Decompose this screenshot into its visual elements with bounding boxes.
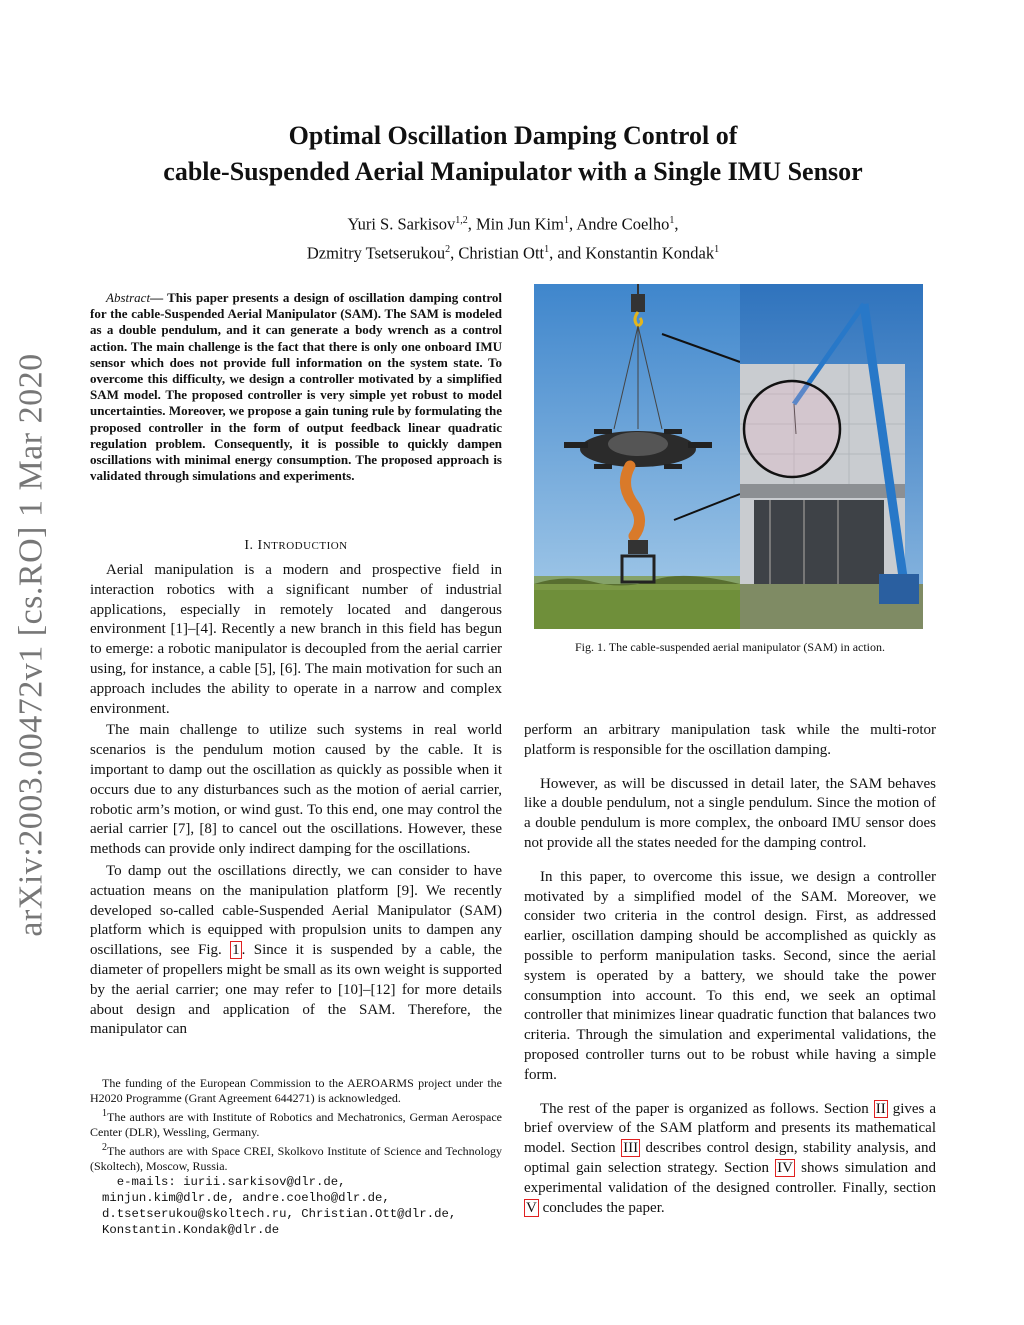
introduction-body (90, 561, 502, 1040)
paragraph: In this paper, to overcome this issue, we design a controller motivated by a simplified model of the SAM. Moreover, we consider two criteria in the control design. First, as addressed earlier, oscillation damping should be accomplished as quickly as possible to perform manipulation tasks. Second, since the aerial system is operated by a battery, we should take the power consumption into account. To this end, we seek an optimal controller that minimizes linear quadratic function that balances two criteria. Through the simulation and experimental validations, the proposed controller turns out to be robust while having a simple form. (524, 868, 936, 1083)
email-line: e-mails: iurii.sarkisov@dlr.de, (102, 1175, 346, 1189)
section-link[interactable]: II (875, 1100, 886, 1117)
author-name: Dzmitry Tsetserukou (306, 243, 446, 262)
author-list (90, 208, 936, 265)
footnotes (90, 1076, 502, 1238)
affiliation-mark: 1 (669, 215, 675, 226)
affiliation-mark: 1 (714, 243, 720, 255)
abstract-text: — This paper presents a design of oscillation damping control for the cable-Suspended Aerial Manipulator (SAM). The SAM is modeled as a double pendulum, and it can generate a body wrench as a control action. The main challenge is the fact that there is only one onboard IMU sensor which does not provide full information on the system state. To overcome this difficulty, we design a controller motivated by a simplified SAM model. The proposed controller is very simple yet robust to model uncertainties. Moreover, we propose a gain tuning rule by formulating the proposed controller in the form of output feedback linear quadratic regulation problem. Consequently, it is possible to quickly dampen oscillations with minimal energy consumption. The proposed approach is validated through simulations and experiments. (90, 290, 502, 484)
title-line-2: cable-Suspended Aerial Manipulator with a Single IMU Sensor (163, 157, 863, 186)
affiliation-mark: 1 (563, 215, 569, 226)
footnote-1: $^1$The authors are with Institute of Robotics and Mechatronics, German Aerospace Center (DLR), Wessling, Germany. (90, 1108, 502, 1139)
authors-line-2: Dzmitry Tsetserukou$^2$, Christian Ott$^1$, and Konstantin Kondak$^1$ (306, 243, 720, 262)
abstract-label: Abstract (106, 290, 151, 305)
paragraph: The main challenge to utilize such systems in real world scenarios is the pendulum motion caused by the cable. It is important to damp out the oscillation as quickly as possible when it occurs due to any disturbances such as the motion of aerial carrier, robotic arm’s motion, or wind gust. To this end, one may control the aerial carrier [7], [8] to cancel out the oscillations. However, these methods can provide only indirect damping for the oscillations. (90, 722, 502, 858)
arxiv-identifier: arXiv:2003.00472v1 [cs.RO] 1 Mar 2020 (13, 353, 51, 937)
paragraph: Aerial manipulation is a modern and prospective field in interaction robotics with a significant number of industrial applications, especially in remotely located and dangerous environment [1]–[4]. Recently a new branch in this field has begun to emerge: a robotic manipulator is decoupled from the aerial carrier using, for instance, a cable [5], [6]. The main motivation for such an approach includes the ability to operate in a narrow and complex environment. (90, 562, 502, 717)
author-name: Yuri S. Sarkisov (347, 214, 456, 234)
section-link[interactable]: IV (777, 1159, 793, 1176)
abstract (90, 290, 502, 484)
right-column-body (524, 721, 936, 1232)
author-name: Andre Coelho (576, 214, 670, 234)
authors-line-1: Yuri S. Sarkisov$^{1,2}$, Min Jun Kim$^1$, Andre Coelho$^1$, (347, 214, 679, 234)
footnote-funding: The funding of the European Commission to the AEROARMS project under the H2020 Programme (Grant Agreement 644271) is acknowledged. (90, 1076, 502, 1105)
paper-title (90, 118, 936, 190)
affiliation-mark: 1 (544, 243, 550, 255)
figure-link[interactable]: 1 (232, 942, 240, 959)
title-line-1: Optimal Oscillation Damping Control of (288, 121, 738, 150)
email-line: minjun.kim@dlr.de, andre.coelho@dlr.de, (102, 1191, 390, 1205)
affiliation-mark: 2 (445, 243, 451, 255)
footnote-2: $^2$The authors are with Space CREI, Skolkovo Institute of Science and Technology (Skoltech), Moscow, Russia. (90, 1142, 502, 1173)
arxiv-sidebar-stamp (2, 353, 62, 937)
author-name: Min Jun Kim (475, 214, 564, 234)
section-link[interactable]: V (526, 1199, 537, 1216)
figure-sam-photo (534, 284, 923, 629)
paragraph: perform an arbitrary manipulation task while the multi-rotor platform is responsible for the oscillation damping. (524, 722, 936, 758)
section-link[interactable]: III (623, 1140, 639, 1157)
section-heading-introduction: I. INTRODUCTION (244, 538, 348, 553)
email-line: d.tsetserukou@skoltech.ru, Christian.Ott@dlr.de, (102, 1207, 457, 1221)
paragraph: To damp out the oscillations directly, we can consider to have actuation means on the manipulation platform [9]. We recently developed so-called cable-Suspended Aerial Manipulator (SAM) platform which is equipped with propulsion units to dampen any oscillations, see Fig. 1 . Since it is suspended by a cable, the diameter of propellers might be small as its own weight is supported by the aerial carrier; one may refer to [10]–[12] for more details about design and application of the SAM. Therefore, the manipulator can (90, 862, 503, 1038)
affiliation-mark: 1,2 (455, 215, 468, 226)
author-name: Christian Ott (458, 243, 545, 262)
paragraph: The rest of the paper is organized as follows. Section II gives a brief overview of the SAM platform and presents its mathematical model. Section III describes control design, stability analysis, and optimal gain selection strategy. Section IV shows simulation and experimental validation of the designed controller. Finally, section V concludes the paper. (524, 1100, 937, 1216)
figure-caption: Fig. 1. The cable-suspended aerial manipulator (SAM) in action. (574, 640, 886, 654)
author-name: Konstantin Kondak (585, 243, 715, 262)
email-line: Konstantin.Kondak@dlr.de (102, 1223, 280, 1237)
paragraph: However, as will be discussed in detail later, the SAM behaves like a double pendulum, not a single pendulum. Since the motion of a double pendulum is more complex, the onboard IMU sensor does not provide all the states needed for the damping control. (524, 775, 936, 851)
